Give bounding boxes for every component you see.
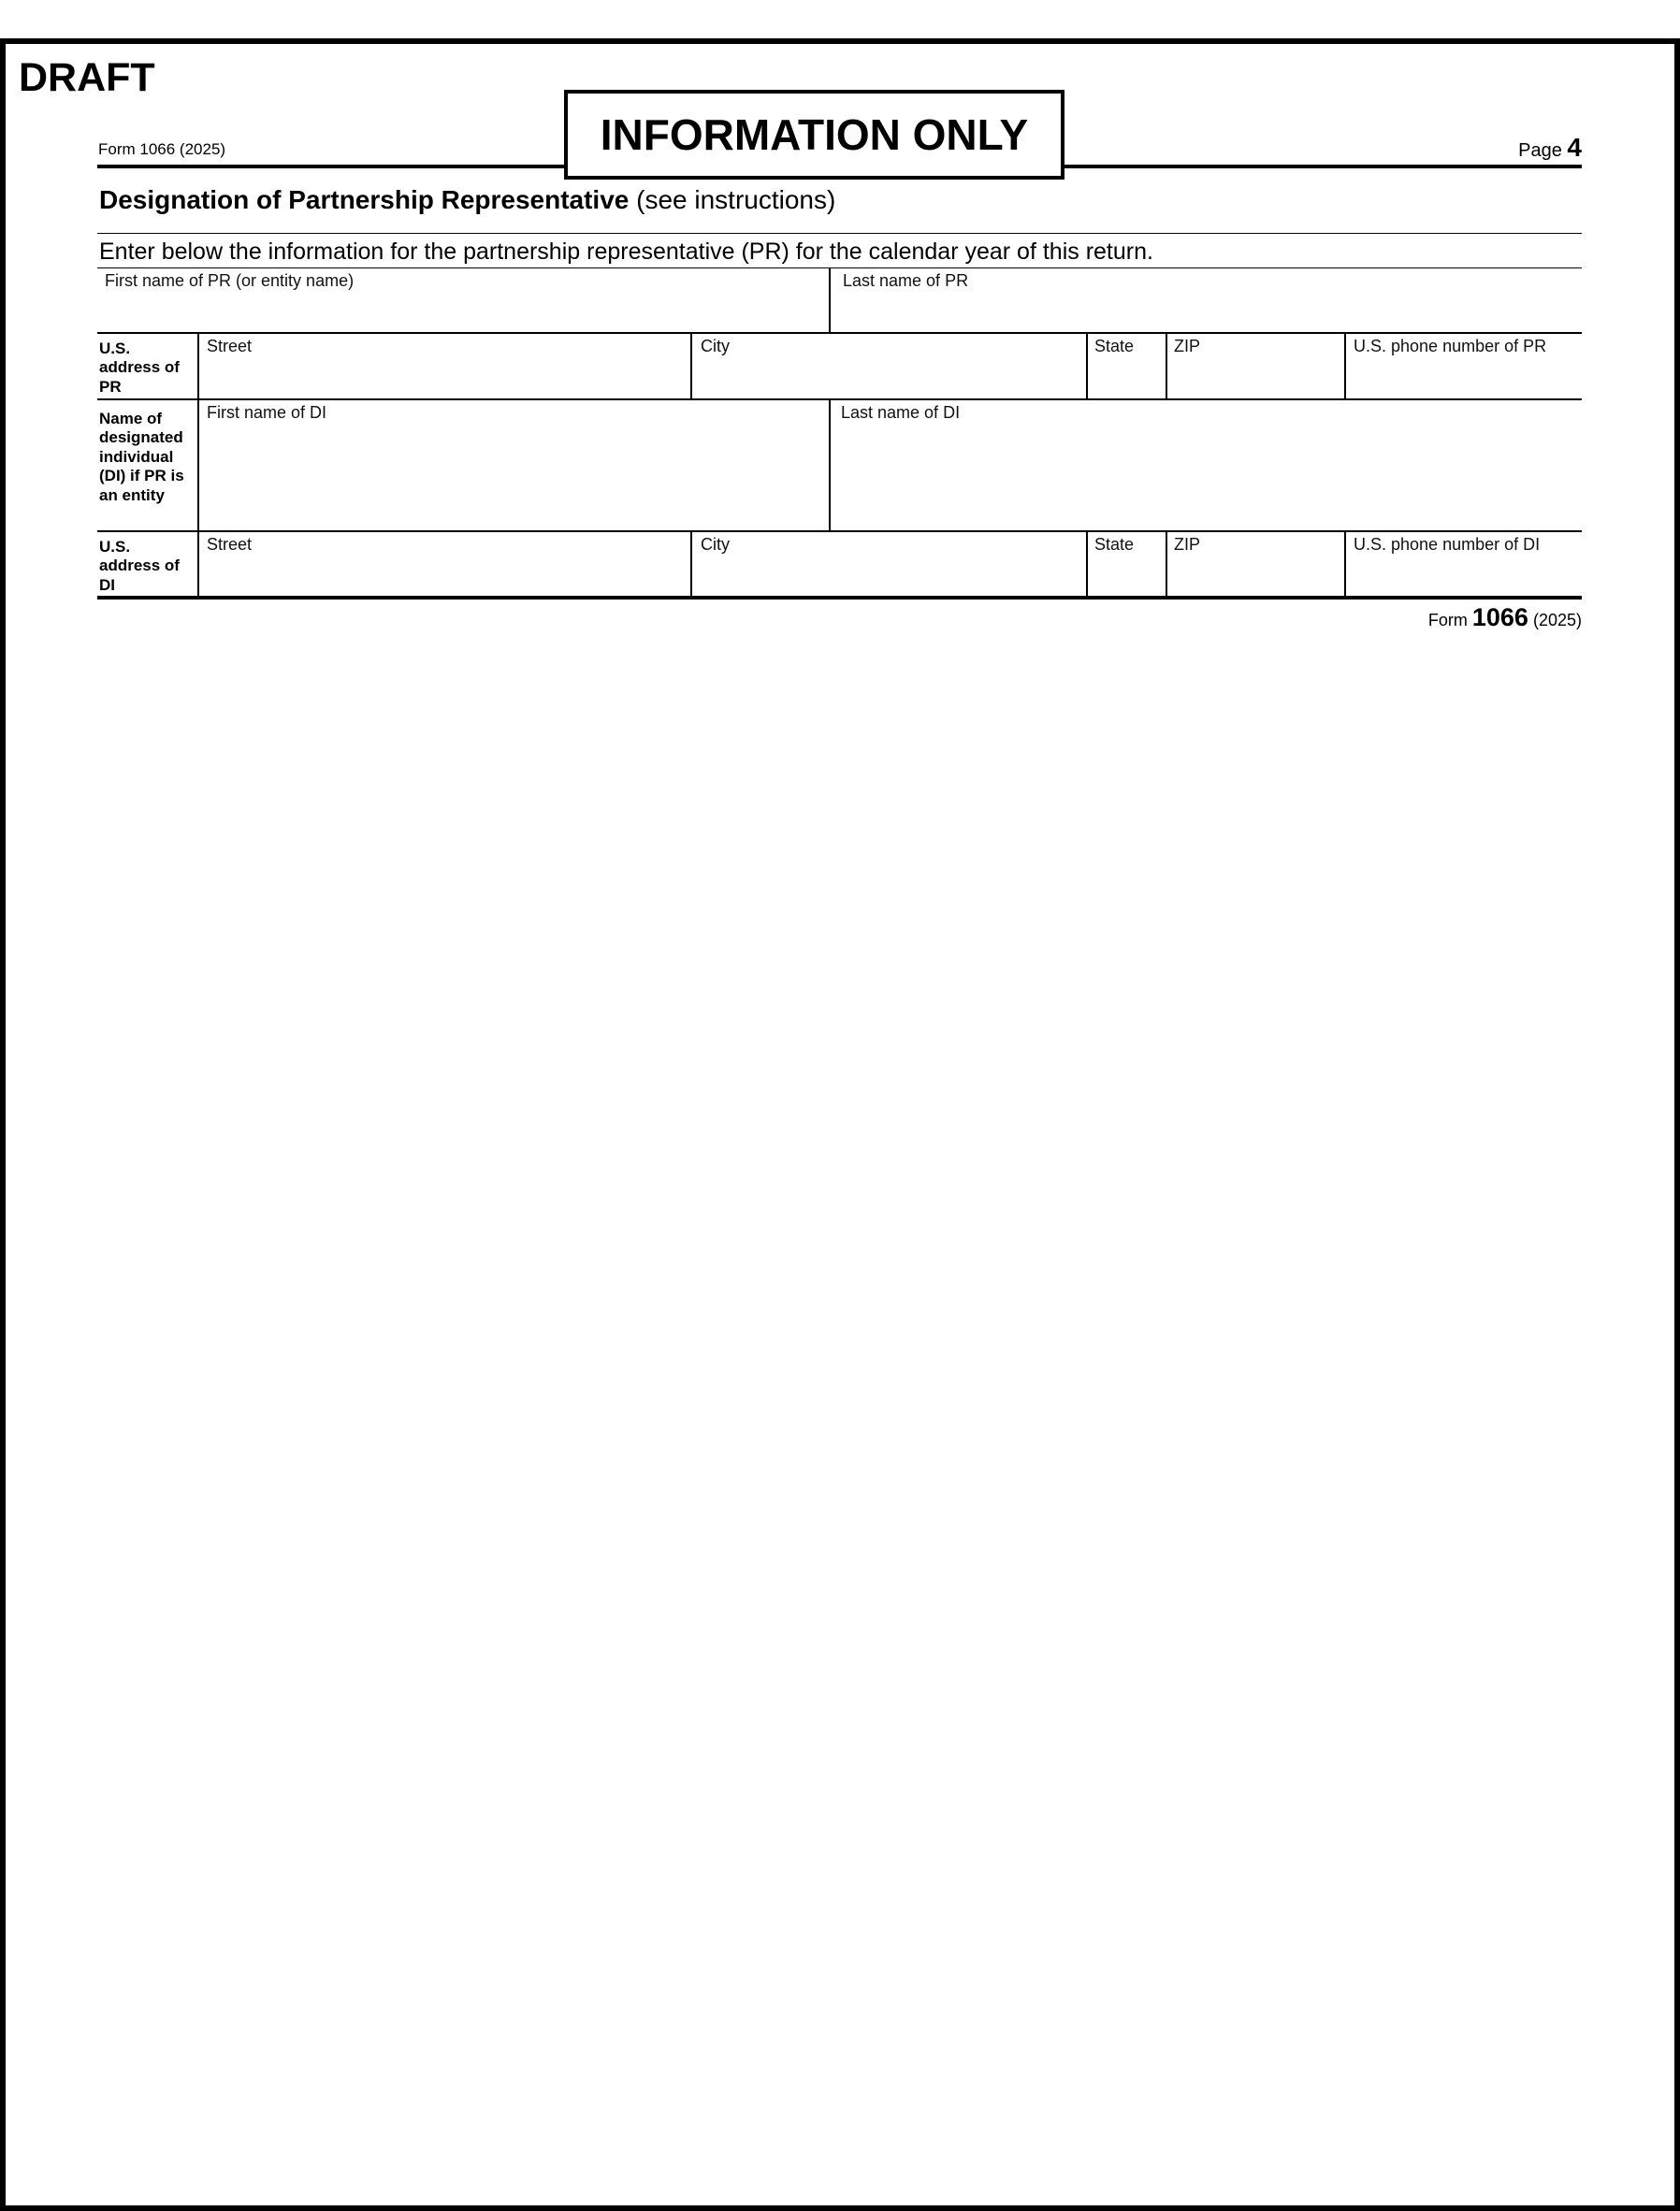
page-indicator	[1518, 133, 1582, 163]
pr-address-row-label: U.S. address of PR	[99, 340, 180, 396]
pr-city-field[interactable]	[692, 334, 1086, 398]
form-id: Form 1066 (2025)	[98, 140, 226, 158]
table-bottom-border	[97, 596, 1582, 600]
section-title	[99, 187, 835, 213]
pr-street-field[interactable]	[199, 334, 690, 398]
di-city-label: City	[701, 535, 730, 554]
di-phone-label: U.S. phone number of DI	[1354, 535, 1541, 554]
pr-phone-field[interactable]	[1346, 334, 1582, 398]
pr-state-label: State	[1094, 337, 1135, 355]
pr-last-name-field[interactable]	[831, 268, 1582, 332]
di-address-row-label: U.S. address of DI	[99, 538, 180, 594]
page-word: Page	[1518, 140, 1562, 161]
footer-form-word: Form	[1427, 611, 1468, 629]
di-zip-field[interactable]	[1167, 532, 1344, 596]
pr-first-name-label: First name of PR (or entity name)	[105, 271, 355, 290]
di-zip-label: ZIP	[1174, 535, 1201, 554]
pr-last-name-label: Last name of PR	[843, 271, 969, 290]
di-street-field[interactable]	[199, 532, 690, 596]
di-state-label: State	[1094, 535, 1135, 554]
pr-street-label: Street	[207, 337, 253, 355]
form-footer	[1428, 603, 1582, 632]
footer-form-number: 1066	[1471, 603, 1528, 631]
di-first-name-field[interactable]	[199, 400, 829, 530]
di-phone-field[interactable]	[1346, 532, 1582, 596]
pr-zip-field[interactable]	[1167, 334, 1344, 398]
pr-phone-label: U.S. phone number of PR	[1354, 337, 1547, 355]
section-title-note: (see instructions)	[636, 185, 836, 214]
di-name-row-label: Name of designated individual (DI) if PR is an entity	[99, 410, 184, 504]
pr-first-name-field[interactable]	[97, 268, 829, 332]
di-last-name-label: Last name of DI	[841, 403, 961, 422]
instruction-text: Enter below the information for the partnership representative (PR) for the calendar year of this return.	[99, 238, 1153, 265]
pr-state-field[interactable]	[1088, 334, 1166, 398]
di-state-field[interactable]	[1088, 532, 1166, 596]
draft-label: DRAFT	[19, 55, 155, 100]
di-last-name-field[interactable]	[831, 400, 1582, 530]
instruction-row	[97, 233, 1582, 268]
di-first-name-label: First name of DI	[207, 403, 327, 422]
pr-city-label: City	[701, 337, 730, 355]
pr-zip-label: ZIP	[1174, 337, 1201, 355]
section-title-bold: Designation of Partnership Representative	[99, 185, 630, 214]
information-only-stamp: INFORMATION ONLY	[564, 90, 1064, 180]
footer-year: (2025)	[1532, 611, 1582, 629]
page-number: 4	[1567, 133, 1582, 162]
di-city-field[interactable]	[692, 532, 1086, 596]
di-street-label: Street	[207, 535, 253, 554]
